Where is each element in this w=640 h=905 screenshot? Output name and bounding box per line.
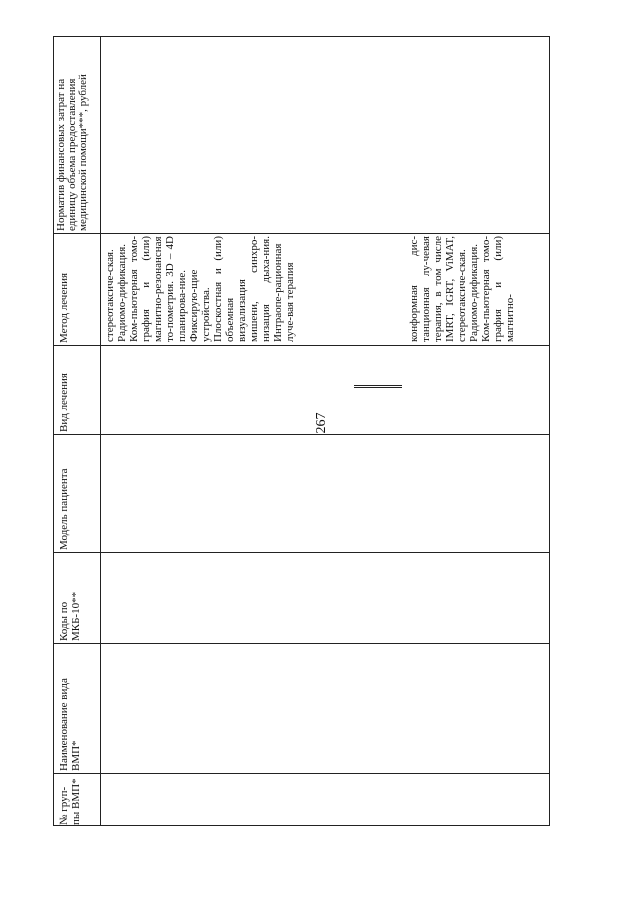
column-divider [54,643,549,644]
column-divider [54,345,549,346]
method-row-divider [354,385,402,386]
method-cell-1: стереотаксиче-ская. Радиомо-дификация. Ком-пьютерная томо-графия и (или) магнитно-резонансная то-пометрия. 3D – 4D планирова-ние. Фиксирую-щие устройства. Плоскостная и (или) объемная визуализация мишени, синхро-низация дыха-ния. Интраопе-рационная луче-вая терапия [104,236,296,342]
column-divider [54,773,549,774]
header-patient-model: Модель пациента [58,468,70,550]
header-treatment-method: Метод лечения [58,272,70,343]
method-row-divider [354,387,402,388]
column-divider [54,233,549,234]
header-icd10-codes: Коды по МКБ-10** [58,591,82,641]
header-group-number: № груп-пы ВМП* [58,778,82,825]
header-row-divider [100,37,101,825]
page-number: 267 [314,412,329,434]
header-vmp-type-name: Наименование вида ВМП* [58,678,82,771]
column-divider [54,552,549,553]
method-cell-2: конформная дис-танционная лу-чевая терапия, в том числе IMRT, IGRT, ViMAT, стереотаксиче-ская. Радиомо-дификация. Ком-пьютерная томо-графия и (или) магнитно- [408,236,516,342]
vmp-table [53,36,550,826]
header-financial-standard: Норматив финансовых затрат на единицу объема предоставления медицинской помощи***, рублей [55,74,89,231]
column-divider [54,434,549,435]
header-treatment-type: Вид лечения [58,373,70,432]
